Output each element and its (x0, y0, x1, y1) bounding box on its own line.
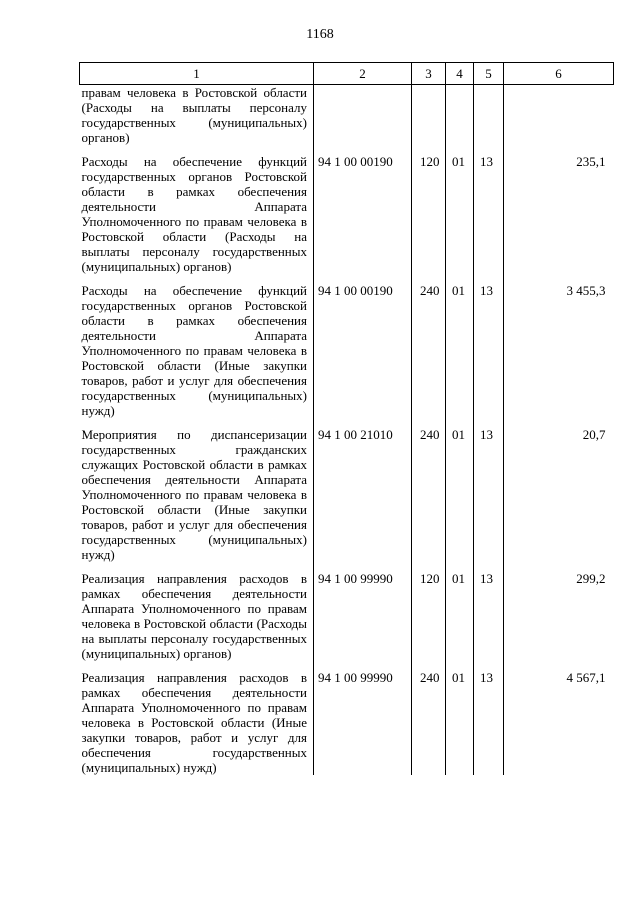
row-code: 94 1 00 99990 (314, 661, 412, 775)
header-col-6: 6 (504, 63, 614, 85)
row-name: Реализация направления расходов в рамках обеспечения деятельности Аппарата Уполномоченного по правам человека в Ростовской области (Расходы на выплаты персоналу государственных (муниципальных) органов) (81, 571, 307, 661)
row-pr: 13 (474, 661, 504, 775)
row-sum (504, 85, 614, 146)
header-col-1: 1 (80, 63, 314, 85)
header-row (80, 63, 614, 85)
row-name: Мероприятия по диспансеризации государственных гражданских служащих Ростовской области в рамках обеспечения деятельности Аппарата Уполномоченного по правам человека в Ростовской области (Иные закупки товаров, работ и услуг для обеспечения государственных (муниципальных) нужд) (81, 427, 307, 562)
row-sum: 3 455,3 (504, 274, 614, 418)
table-row (80, 85, 614, 146)
row-vr (412, 85, 446, 146)
row-pr: 13 (474, 418, 504, 562)
row-rz: 01 (446, 562, 474, 661)
table-row (80, 661, 614, 775)
header-col-2: 2 (314, 63, 412, 85)
table-row (80, 418, 614, 562)
budget-table (79, 62, 614, 775)
row-sum: 4 567,1 (504, 661, 614, 775)
row-sum: 299,2 (504, 562, 614, 661)
row-vr: 120 (412, 145, 446, 274)
row-pr: 13 (474, 145, 504, 274)
row-code: 94 1 00 00190 (314, 274, 412, 418)
row-rz (446, 85, 474, 146)
row-vr: 240 (412, 418, 446, 562)
row-name: правам человека в Ростовской области (Расходы на выплаты персоналу государственных (муниципальных) органов) (81, 85, 307, 145)
row-code: 94 1 00 00190 (314, 145, 412, 274)
row-name: Реализация направления расходов в рамках обеспечения деятельности Аппарата Уполномоченного по правам человека в Ростовской области (Иные закупки товаров, работ и услуг для обеспечения государственных (муниципальных) нужд) (81, 670, 307, 775)
table-body (80, 85, 614, 776)
row-rz: 01 (446, 661, 474, 775)
row-pr (474, 85, 504, 146)
header-col-4: 4 (446, 63, 474, 85)
row-vr: 240 (412, 661, 446, 775)
row-rz: 01 (446, 418, 474, 562)
table-row (80, 145, 614, 274)
table-row (80, 274, 614, 418)
page-number: 1168 (306, 27, 334, 42)
row-name: Расходы на обеспечение функций государственных органов Ростовской области в рамках обеспечения деятельности Аппарата Уполномоченного по правам человека в Ростовской области (Иные закупки товаров, работ и услуг для обеспечения государственных (муниципальных) нужд) (81, 283, 307, 418)
row-code: 94 1 00 99990 (314, 562, 412, 661)
table-header (80, 63, 614, 85)
row-code (314, 85, 412, 146)
row-pr: 13 (474, 562, 504, 661)
row-code: 94 1 00 21010 (314, 418, 412, 562)
row-vr: 120 (412, 562, 446, 661)
row-vr: 240 (412, 274, 446, 418)
row-pr: 13 (474, 274, 504, 418)
table-row (80, 562, 614, 661)
row-sum: 20,7 (504, 418, 614, 562)
row-rz: 01 (446, 274, 474, 418)
row-rz: 01 (446, 145, 474, 274)
row-sum: 235,1 (504, 145, 614, 274)
header-col-3: 3 (412, 63, 446, 85)
header-col-5: 5 (474, 63, 504, 85)
row-name: Расходы на обеспечение функций государственных органов Ростовской области в рамках обеспечения деятельности Аппарата Уполномоченного по правам человека в Ростовской области (Расходы на выплаты персоналу государственных (муниципальных) органов) (81, 154, 307, 274)
